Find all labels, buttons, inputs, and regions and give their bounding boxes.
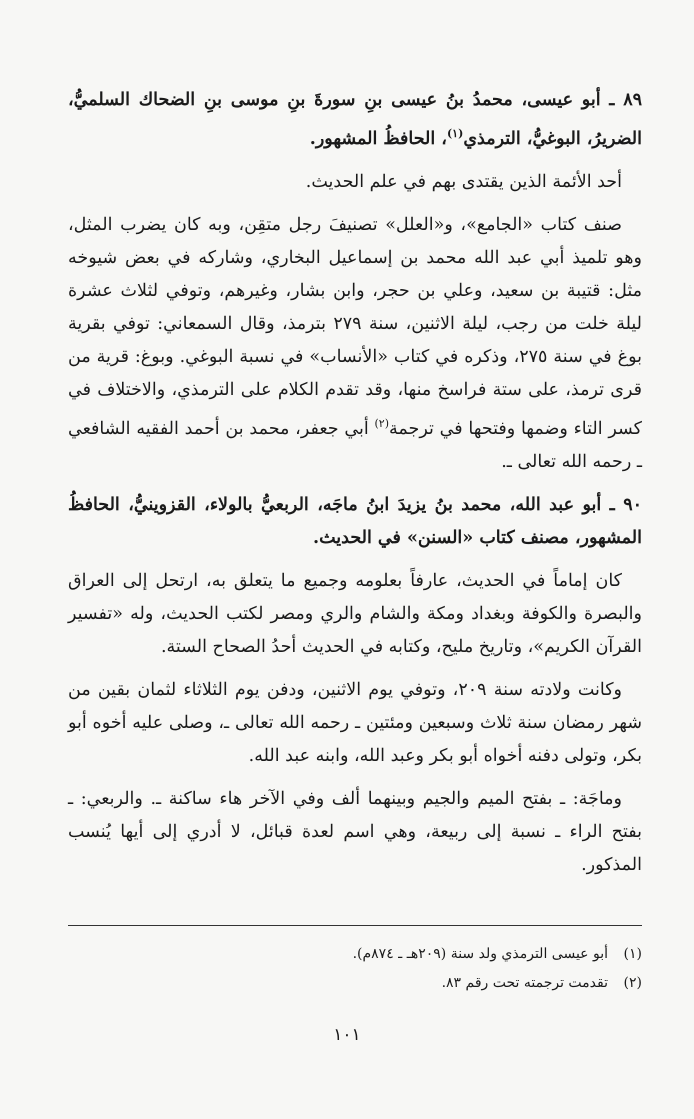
footnote-number: (١) <box>623 946 642 962</box>
footnote-text: أبو عيسى الترمذي ولد سنة (٢٠٩هـ ـ ٨٧٤م). <box>352 946 608 962</box>
footnotes <box>68 925 642 998</box>
entry-90-paragraph: وماجَة: ـ بفتح الميم والجيم وبينهما ألف وفي الآخر هاء ساكنة ـ. والربعي: ـ بفتح الراء ـ نسبة إلى ربيعة، وهي اسم لعدة قبائل، لا أدري إلى أيها يُنسب المذكور. <box>68 788 642 875</box>
footnote-ref-2: (٢) <box>374 416 390 430</box>
entry-89-paragraph-text: أبي جعفر، محمد بن أحمد الفقيه الشافعي ـ رحمه الله تعالى ـ. <box>68 418 642 472</box>
footnote-ref-1: (١) <box>446 127 464 140</box>
entry-89-paragraph-text: صنف كتاب «الجامع»، و«العلل» تصنيفَ رجل متقِن، وبه كان يضرب المثل، وهو تلميذ أبي عبد الله محمد بن إسماعيل البخاري، وشاركه في بعض شيوخه مثل: قتيبة بن سعيد، وعلي بن حجر، وابن بشار، وغيرهم، وتوفي لثلاث عشرة ليلة خلت من رجب، ليلة الاثنين، سنة ٢٧٩ بترمذ، وقال السمعاني: توفي بقرية بوغ في سنة ٢٧٥، وذكره في كتاب «الأنساب» في نسبة البوغي. وبوغ: قرية من قرى ترمذ، على ستة فراسخ منها، وقد تقدم الكلام على الترمذي، والاختلاف في كسر التاء وضمها وفتحها في ترجمة <box>68 214 642 439</box>
entry-89-heading-tail: ، الحافظُ المشهور. <box>309 128 447 149</box>
entry-90-heading-text: ٩٠ ـ أبو عبد الله، محمد بنُ يزيدَ ابنُ ماجَه، الربعيُّ بالولاء، القزوينيُّ، الحافظُ المشهور، مصنف كتاب «السنن» في الحديث. <box>68 494 642 548</box>
entry-89-heading <box>68 84 642 156</box>
main-text <box>68 84 642 892</box>
entry-90-heading <box>68 489 642 555</box>
footnote-1 <box>68 940 642 969</box>
entry-90-paragraph: كان إماماً في الحديث، عارفاً بعلومه وجميع ما يتعلق به، ارتحل إلى العراق والبصرة والكوفة وبغداد ومكة والشام والري ومصر لكتب الحديث، وله «تفسير القرآن الكريم»، وتاريخ مليح، وكتابه في الحديث أحدُ الصحاح الستة. <box>68 570 642 657</box>
entry-89-paragraph: أحد الأئمة الذين يقتدى بهم في علم الحديث. <box>305 171 622 192</box>
entry-89-heading-text: ٨٩ ـ أبو عيسى، محمدُ بنُ عيسى بنِ سورةَ بنِ موسى بنِ الضحاك السلميُّ، الضريرُ، البوغيُّ، الترمذي <box>68 90 642 149</box>
footnote-number: (٢) <box>623 975 642 991</box>
entry-89-paragraph <box>68 209 642 479</box>
page-number: ١٠١ <box>333 1025 361 1045</box>
entry-90-paragraph: وكانت ولادته سنة ٢٠٩، وتوفي يوم الاثنين، ودفن يوم الثلاثاء لثمان بقين من شهر رمضان سنة ثلاث وسبعين ومئتين ـ رحمه الله تعالى ـ، وصلى عليه أخوه أبو بكر، وتولى دفنه أخواه أبو بكر وعبد الله، وابنه عبد الله. <box>68 679 642 766</box>
footnote-2 <box>68 969 642 998</box>
footnote-text: تقدمت ترجمته تحت رقم ٨٣. <box>441 975 608 991</box>
